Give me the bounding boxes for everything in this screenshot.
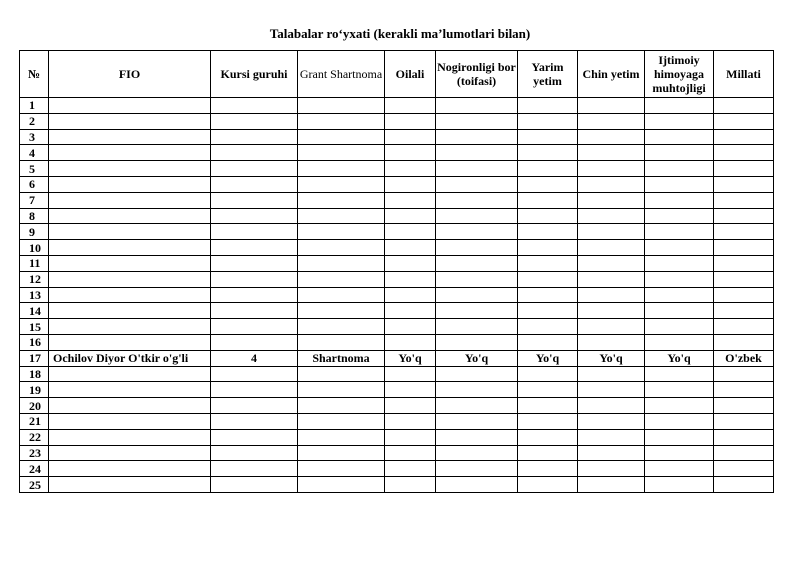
cell-oilali — [385, 208, 436, 224]
cell-chin-yetim — [578, 445, 645, 461]
cell-fio — [49, 271, 211, 287]
cell-chin-yetim: Yo'q — [578, 350, 645, 366]
cell-ijtimoiy — [645, 287, 714, 303]
cell-num: 12 — [20, 271, 49, 287]
cell-fio — [49, 255, 211, 271]
cell-kursi-guruhi — [211, 366, 298, 382]
cell-chin-yetim — [578, 145, 645, 161]
cell-yarim-yetim — [518, 461, 578, 477]
cell-grant-shartnoma: Shartnoma — [298, 350, 385, 366]
cell-num: 19 — [20, 382, 49, 398]
cell-num: 11 — [20, 255, 49, 271]
cell-oilali — [385, 192, 436, 208]
cell-num: 24 — [20, 461, 49, 477]
cell-kursi-guruhi — [211, 129, 298, 145]
cell-ijtimoiy — [645, 445, 714, 461]
cell-fio — [49, 382, 211, 398]
cell-fio: Ochilov Diyor O'tkir o'g'li — [49, 350, 211, 366]
cell-kursi-guruhi — [211, 413, 298, 429]
cell-ijtimoiy — [645, 192, 714, 208]
cell-chin-yetim — [578, 129, 645, 145]
cell-fio — [49, 129, 211, 145]
cell-oilali: Yo'q — [385, 350, 436, 366]
cell-ijtimoiy — [645, 129, 714, 145]
table-row — [20, 145, 774, 161]
cell-yarim-yetim — [518, 271, 578, 287]
cell-oilali — [385, 445, 436, 461]
cell-grant-shartnoma — [298, 319, 385, 335]
document-title: Talabalar ro‘yxati (kerakli ma’lumotlari bilan) — [269, 26, 531, 41]
cell-fio — [49, 398, 211, 414]
cell-millati — [714, 161, 774, 177]
cell-oilali — [385, 477, 436, 493]
cell-nogironligi — [436, 176, 518, 192]
cell-kursi-guruhi — [211, 224, 298, 240]
cell-chin-yetim — [578, 319, 645, 335]
table-row — [20, 477, 774, 493]
cell-grant-shartnoma — [298, 129, 385, 145]
header-ijtimoiy: Ijtimoiy himoyaga muhtojligi — [645, 51, 714, 98]
cell-yarim-yetim — [518, 129, 578, 145]
cell-ijtimoiy — [645, 319, 714, 335]
cell-oilali — [385, 413, 436, 429]
cell-num: 2 — [20, 113, 49, 129]
cell-grant-shartnoma — [298, 176, 385, 192]
header-oilali: Oilali — [385, 51, 436, 98]
cell-ijtimoiy — [645, 382, 714, 398]
cell-nogironligi — [436, 461, 518, 477]
cell-millati — [714, 129, 774, 145]
cell-oilali — [385, 271, 436, 287]
cell-grant-shartnoma — [298, 382, 385, 398]
cell-fio — [49, 240, 211, 256]
table-row — [20, 350, 774, 366]
cell-ijtimoiy — [645, 429, 714, 445]
cell-millati — [714, 319, 774, 335]
cell-fio — [49, 113, 211, 129]
cell-fio — [49, 445, 211, 461]
cell-chin-yetim — [578, 192, 645, 208]
table-row — [20, 208, 774, 224]
cell-oilali — [385, 224, 436, 240]
cell-chin-yetim — [578, 255, 645, 271]
cell-nogironligi — [436, 98, 518, 114]
cell-chin-yetim — [578, 382, 645, 398]
table-row — [20, 113, 774, 129]
cell-yarim-yetim — [518, 192, 578, 208]
cell-yarim-yetim — [518, 176, 578, 192]
cell-millati — [714, 477, 774, 493]
cell-ijtimoiy — [645, 334, 714, 350]
cell-nogironligi — [436, 445, 518, 461]
cell-nogironligi — [436, 334, 518, 350]
cell-num: 20 — [20, 398, 49, 414]
cell-kursi-guruhi — [211, 303, 298, 319]
cell-grant-shartnoma — [298, 303, 385, 319]
cell-chin-yetim — [578, 477, 645, 493]
cell-kursi-guruhi — [211, 255, 298, 271]
cell-kursi-guruhi — [211, 445, 298, 461]
cell-kursi-guruhi — [211, 176, 298, 192]
table-row — [20, 413, 774, 429]
cell-yarim-yetim — [518, 366, 578, 382]
header-kursi-guruhi: Kursi guruhi — [211, 51, 298, 98]
cell-grant-shartnoma — [298, 208, 385, 224]
cell-num: 23 — [20, 445, 49, 461]
cell-fio — [49, 461, 211, 477]
cell-grant-shartnoma — [298, 366, 385, 382]
cell-grant-shartnoma — [298, 145, 385, 161]
cell-yarim-yetim — [518, 98, 578, 114]
cell-fio — [49, 224, 211, 240]
cell-oilali — [385, 113, 436, 129]
cell-grant-shartnoma — [298, 398, 385, 414]
header-chin-yetim: Chin yetim — [578, 51, 645, 98]
cell-nogironligi — [436, 413, 518, 429]
cell-kursi-guruhi — [211, 240, 298, 256]
cell-yarim-yetim — [518, 303, 578, 319]
cell-millati — [714, 303, 774, 319]
cell-yarim-yetim — [518, 255, 578, 271]
cell-yarim-yetim — [518, 319, 578, 335]
cell-fio — [49, 145, 211, 161]
cell-grant-shartnoma — [298, 477, 385, 493]
cell-ijtimoiy — [645, 176, 714, 192]
cell-num: 6 — [20, 176, 49, 192]
table-row — [20, 366, 774, 382]
cell-oilali — [385, 461, 436, 477]
cell-num: 3 — [20, 129, 49, 145]
cell-ijtimoiy — [645, 303, 714, 319]
cell-fio — [49, 287, 211, 303]
cell-ijtimoiy — [645, 224, 714, 240]
table-row — [20, 240, 774, 256]
cell-oilali — [385, 334, 436, 350]
cell-millati — [714, 113, 774, 129]
cell-kursi-guruhi — [211, 287, 298, 303]
cell-nogironligi — [436, 129, 518, 145]
cell-yarim-yetim — [518, 382, 578, 398]
cell-grant-shartnoma — [298, 255, 385, 271]
cell-yarim-yetim — [518, 208, 578, 224]
cell-num: 7 — [20, 192, 49, 208]
table-row — [20, 192, 774, 208]
cell-millati — [714, 382, 774, 398]
cell-ijtimoiy — [645, 145, 714, 161]
cell-yarim-yetim: Yo'q — [518, 350, 578, 366]
cell-millati — [714, 240, 774, 256]
cell-millati — [714, 366, 774, 382]
cell-millati — [714, 413, 774, 429]
table-row — [20, 161, 774, 177]
cell-yarim-yetim — [518, 413, 578, 429]
cell-ijtimoiy — [645, 271, 714, 287]
cell-grant-shartnoma — [298, 224, 385, 240]
cell-chin-yetim — [578, 113, 645, 129]
cell-yarim-yetim — [518, 398, 578, 414]
cell-chin-yetim — [578, 366, 645, 382]
table-row — [20, 445, 774, 461]
cell-millati — [714, 398, 774, 414]
cell-nogironligi — [436, 161, 518, 177]
table-row — [20, 429, 774, 445]
cell-kursi-guruhi — [211, 382, 298, 398]
table-row — [20, 303, 774, 319]
cell-nogironligi — [436, 255, 518, 271]
cell-chin-yetim — [578, 429, 645, 445]
cell-ijtimoiy: Yo'q — [645, 350, 714, 366]
cell-yarim-yetim — [518, 161, 578, 177]
table-row — [20, 98, 774, 114]
cell-chin-yetim — [578, 271, 645, 287]
cell-oilali — [385, 398, 436, 414]
cell-num: 4 — [20, 145, 49, 161]
cell-oilali — [385, 382, 436, 398]
cell-kursi-guruhi — [211, 461, 298, 477]
cell-millati — [714, 334, 774, 350]
cell-fio — [49, 303, 211, 319]
cell-kursi-guruhi — [211, 98, 298, 114]
cell-fio — [49, 98, 211, 114]
table-row — [20, 382, 774, 398]
cell-nogironligi — [436, 224, 518, 240]
cell-millati: O'zbek — [714, 350, 774, 366]
table-row — [20, 271, 774, 287]
header-nogironligi: Nogironligi bor (toifasi) — [436, 51, 518, 98]
cell-chin-yetim — [578, 208, 645, 224]
header-grant-shartnoma: Grant Shartnoma — [298, 51, 385, 98]
cell-yarim-yetim — [518, 334, 578, 350]
cell-fio — [49, 366, 211, 382]
cell-grant-shartnoma — [298, 287, 385, 303]
cell-fio — [49, 192, 211, 208]
cell-num: 13 — [20, 287, 49, 303]
cell-kursi-guruhi — [211, 477, 298, 493]
cell-nogironligi — [436, 303, 518, 319]
cell-chin-yetim — [578, 161, 645, 177]
cell-kursi-guruhi: 4 — [211, 350, 298, 366]
table-row — [20, 224, 774, 240]
cell-num: 15 — [20, 319, 49, 335]
cell-num: 18 — [20, 366, 49, 382]
students-table — [19, 50, 774, 493]
cell-ijtimoiy — [645, 398, 714, 414]
cell-grant-shartnoma — [298, 429, 385, 445]
cell-yarim-yetim — [518, 429, 578, 445]
cell-millati — [714, 176, 774, 192]
cell-nogironligi: Yo'q — [436, 350, 518, 366]
cell-kursi-guruhi — [211, 145, 298, 161]
cell-fio — [49, 319, 211, 335]
header-millati: Millati — [714, 51, 774, 98]
cell-fio — [49, 413, 211, 429]
cell-millati — [714, 429, 774, 445]
cell-num: 1 — [20, 98, 49, 114]
cell-chin-yetim — [578, 287, 645, 303]
cell-oilali — [385, 129, 436, 145]
cell-fio — [49, 477, 211, 493]
cell-grant-shartnoma — [298, 113, 385, 129]
cell-nogironligi — [436, 366, 518, 382]
cell-oilali — [385, 240, 436, 256]
cell-millati — [714, 271, 774, 287]
cell-num: 10 — [20, 240, 49, 256]
cell-kursi-guruhi — [211, 334, 298, 350]
cell-chin-yetim — [578, 224, 645, 240]
cell-num: 17 — [20, 350, 49, 366]
cell-grant-shartnoma — [298, 161, 385, 177]
cell-kursi-guruhi — [211, 113, 298, 129]
cell-grant-shartnoma — [298, 461, 385, 477]
cell-oilali — [385, 429, 436, 445]
cell-fio — [49, 161, 211, 177]
cell-oilali — [385, 319, 436, 335]
cell-yarim-yetim — [518, 287, 578, 303]
cell-oilali — [385, 98, 436, 114]
table-row — [20, 287, 774, 303]
cell-millati — [714, 208, 774, 224]
cell-kursi-guruhi — [211, 319, 298, 335]
cell-grant-shartnoma — [298, 240, 385, 256]
cell-ijtimoiy — [645, 113, 714, 129]
cell-millati — [714, 145, 774, 161]
table-row — [20, 398, 774, 414]
cell-kursi-guruhi — [211, 192, 298, 208]
cell-yarim-yetim — [518, 145, 578, 161]
cell-yarim-yetim — [518, 113, 578, 129]
cell-grant-shartnoma — [298, 413, 385, 429]
cell-ijtimoiy — [645, 255, 714, 271]
cell-oilali — [385, 176, 436, 192]
cell-nogironligi — [436, 208, 518, 224]
cell-num: 22 — [20, 429, 49, 445]
cell-oilali — [385, 161, 436, 177]
cell-num: 14 — [20, 303, 49, 319]
cell-nogironligi — [436, 192, 518, 208]
cell-num: 21 — [20, 413, 49, 429]
cell-yarim-yetim — [518, 477, 578, 493]
cell-nogironligi — [436, 287, 518, 303]
table-body — [20, 98, 774, 493]
table-row — [20, 461, 774, 477]
table-row — [20, 255, 774, 271]
cell-oilali — [385, 255, 436, 271]
cell-grant-shartnoma — [298, 192, 385, 208]
cell-nogironligi — [436, 271, 518, 287]
cell-kursi-guruhi — [211, 398, 298, 414]
cell-num: 25 — [20, 477, 49, 493]
cell-nogironligi — [436, 477, 518, 493]
cell-oilali — [385, 366, 436, 382]
cell-fio — [49, 334, 211, 350]
cell-nogironligi — [436, 429, 518, 445]
cell-chin-yetim — [578, 461, 645, 477]
cell-chin-yetim — [578, 334, 645, 350]
table-row — [20, 319, 774, 335]
cell-ijtimoiy — [645, 477, 714, 493]
cell-grant-shartnoma — [298, 445, 385, 461]
cell-chin-yetim — [578, 240, 645, 256]
cell-millati — [714, 98, 774, 114]
cell-ijtimoiy — [645, 161, 714, 177]
cell-oilali — [385, 287, 436, 303]
cell-millati — [714, 461, 774, 477]
cell-kursi-guruhi — [211, 429, 298, 445]
header-num: № — [20, 51, 49, 98]
cell-oilali — [385, 145, 436, 161]
table-row — [20, 334, 774, 350]
cell-chin-yetim — [578, 398, 645, 414]
header-row — [20, 51, 774, 98]
cell-nogironligi — [436, 319, 518, 335]
cell-ijtimoiy — [645, 98, 714, 114]
cell-grant-shartnoma — [298, 271, 385, 287]
cell-fio — [49, 208, 211, 224]
cell-num: 16 — [20, 334, 49, 350]
header-fio: FIO — [49, 51, 211, 98]
cell-kursi-guruhi — [211, 271, 298, 287]
cell-chin-yetim — [578, 303, 645, 319]
cell-fio — [49, 429, 211, 445]
cell-oilali — [385, 303, 436, 319]
cell-kursi-guruhi — [211, 208, 298, 224]
cell-millati — [714, 445, 774, 461]
cell-yarim-yetim — [518, 240, 578, 256]
cell-ijtimoiy — [645, 208, 714, 224]
cell-nogironligi — [436, 113, 518, 129]
cell-chin-yetim — [578, 98, 645, 114]
cell-nogironligi — [436, 240, 518, 256]
cell-chin-yetim — [578, 176, 645, 192]
cell-num: 8 — [20, 208, 49, 224]
cell-yarim-yetim — [518, 224, 578, 240]
cell-nogironligi — [436, 382, 518, 398]
table-row — [20, 129, 774, 145]
cell-nogironligi — [436, 145, 518, 161]
cell-yarim-yetim — [518, 445, 578, 461]
cell-ijtimoiy — [645, 413, 714, 429]
cell-num: 9 — [20, 224, 49, 240]
cell-grant-shartnoma — [298, 98, 385, 114]
cell-millati — [714, 224, 774, 240]
cell-chin-yetim — [578, 413, 645, 429]
cell-millati — [714, 192, 774, 208]
cell-nogironligi — [436, 398, 518, 414]
cell-millati — [714, 287, 774, 303]
cell-fio — [49, 176, 211, 192]
cell-ijtimoiy — [645, 461, 714, 477]
cell-millati — [714, 255, 774, 271]
header-yarim-yetim: Yarim yetim — [518, 51, 578, 98]
table-row — [20, 176, 774, 192]
cell-grant-shartnoma — [298, 334, 385, 350]
cell-ijtimoiy — [645, 366, 714, 382]
cell-num: 5 — [20, 161, 49, 177]
cell-kursi-guruhi — [211, 161, 298, 177]
cell-ijtimoiy — [645, 240, 714, 256]
